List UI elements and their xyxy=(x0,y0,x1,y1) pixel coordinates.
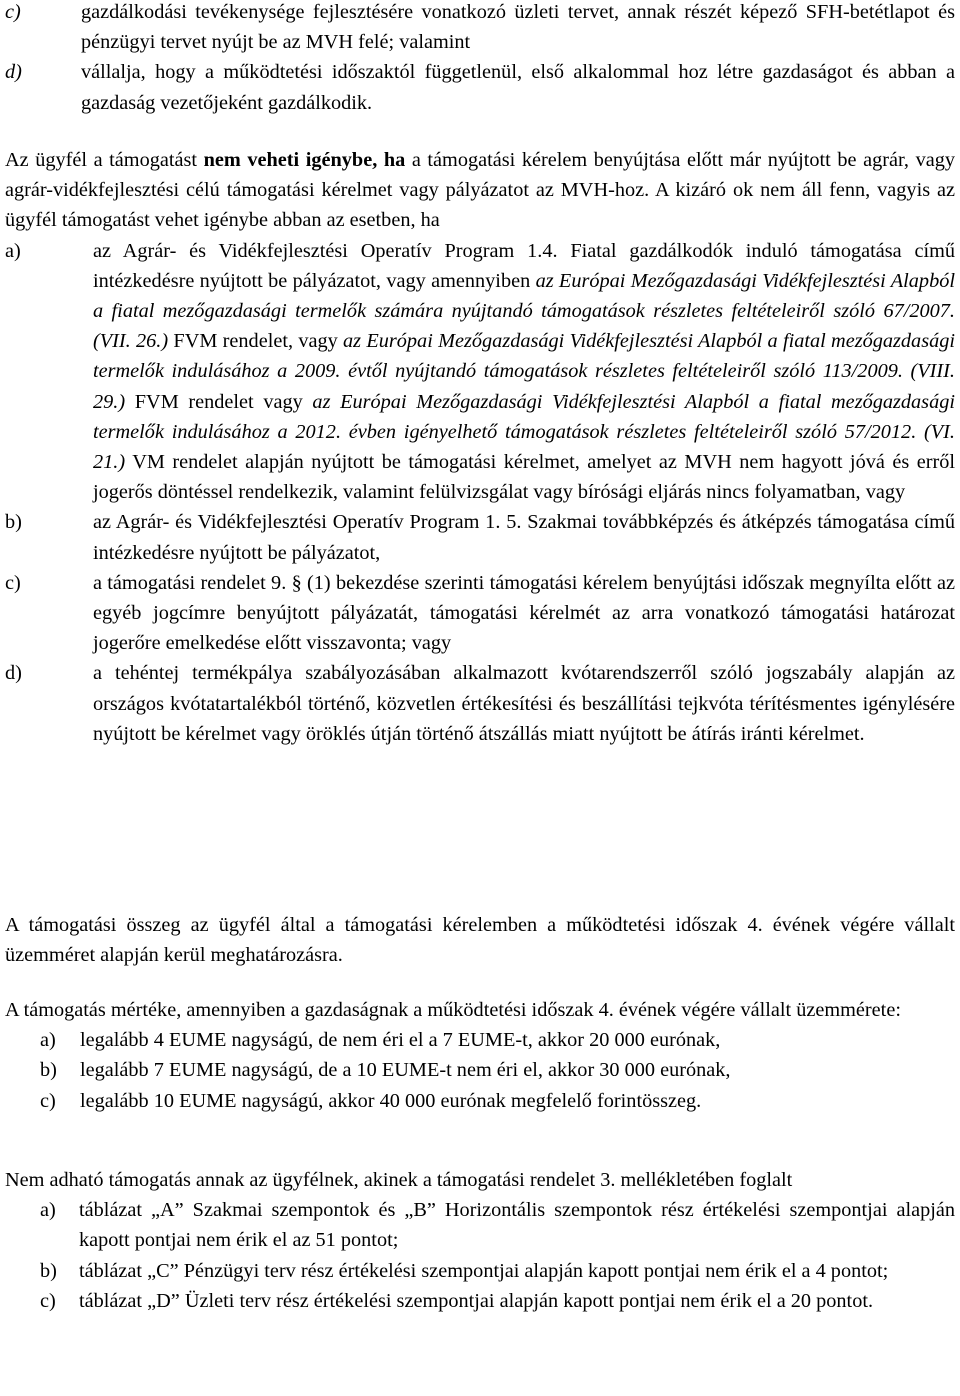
regulation-reference: az Európai Mezőgazdasági Vidékfejlesztési Alapból a fiatal mezőgazdasági termelők indulásához a 2012. évben igényelhető támogatások részletes feltételeiről szóló 57/2012. (VI. 21.) xyxy=(93,390,955,474)
list-item xyxy=(5,0,955,57)
list-item xyxy=(5,507,955,567)
list-text: táblázat „D” Üzleti terv rész értékelési szempontjai alapján kapott pontjai nem érik el a 20 pontot. xyxy=(79,1289,874,1312)
list-text: legalább 10 EUME nagyságú, akkor 40 000 eurónak megfelelő forintösszeg. xyxy=(80,1089,702,1112)
list-item xyxy=(40,1195,955,1255)
list-item xyxy=(5,658,955,749)
text-run: az Agrár- és Vidékfejlesztési Operatív Program 1.4. Fiatal gazdálkodók induló támogatása című intézkedésre nyújtott be pályázatot, vagy amennyiben xyxy=(93,239,955,292)
text-run: VM rendelet alapján nyújtott be támogatási kérelmet, amelyet az MVH nem hagyott jóvá és erről jogerős döntéssel rendelkezik, valamint felülvizsgálat vagy bírósági eljárás nincs folyamatban, vagy xyxy=(93,451,955,504)
list-text: gazdálkodási tevékenysége fejlesztésére vonatkozó üzleti tervet, annak részét képező SFH-betétlapot és pénzügyi tervet nyújt be az MVH felé; valamint xyxy=(81,1,955,54)
text-run: FVM rendelet vagy xyxy=(125,390,313,413)
text-run: a támogatási kérelem benyújtása előtt már nyújtott be agrár, vagy agrár-vidékfejlesztési célú támogatási kérelmet vagy pályázatot az MVH-hoz. A kizáró ok nem áll fenn, vagyis az ügyfél támogatást vehet igénybe abban az esetben, ha xyxy=(5,149,955,232)
list-label: a) xyxy=(40,1029,56,1052)
list-text: táblázat „C” Pénzügyi terv rész értékelési szempontjai alapján kapott pontjai nem érik el a 4 pontot; xyxy=(79,1259,889,1282)
list-label: b) xyxy=(40,1259,57,1282)
list-text: a támogatási rendelet 9. § (1) bekezdése szerinti támogatási kérelem benyújtási időszak megnyílta előtt az egyéb jogcímre benyújtott pályázatát, támogatási kérelmét az arra vonatkozó támogatási határozat jogerőre emelkedése előtt visszavonta; vagy xyxy=(93,571,955,655)
list-text: vállalja, hogy a működtetési időszaktól függetlenül, első alkalommal hoz létre gazdaságot és abban a gazdaság vezetőjeként gazdálkodik. xyxy=(81,61,955,114)
list-label: c) xyxy=(5,1,21,23)
list-item xyxy=(40,1055,955,1085)
paragraph-amount-basis: A támogatási összeg az ügyfél által a támogatási kérelemben a működtetési időszak 4. évének végére vállalt üzemméret alapján kerül meghatározásra. xyxy=(5,914,955,967)
bold-text: nem veheti igénybe, ha xyxy=(203,149,406,171)
amount-basis-section xyxy=(5,910,955,970)
list-label: b) xyxy=(40,1059,57,1082)
paragraph-score-intro: Nem adható támogatás annak az ügyfélnek, akinek a támogatási rendelet 3. mellékletében foglalt xyxy=(5,1169,793,1191)
paragraph-exclusion-intro xyxy=(5,145,955,236)
list-item xyxy=(5,236,955,508)
list-label: b) xyxy=(5,511,22,534)
list-item xyxy=(5,568,955,659)
list-label: c) xyxy=(5,571,21,594)
score-section xyxy=(5,1165,955,1316)
list-text: legalább 7 EUME nagyságú, de a 10 EUME-t nem éri el, akkor 30 000 eurónak, xyxy=(80,1059,731,1082)
list-label: c) xyxy=(40,1289,56,1312)
list-item xyxy=(5,57,955,117)
list-label: d) xyxy=(5,61,22,84)
list-label: c) xyxy=(40,1089,56,1112)
list-label: a) xyxy=(40,1199,56,1222)
list-text: a tehéntej termékpálya szabályozásában alkalmazott kvótarendszerről szóló jogszabály alapján az országos kvótatartalékból történő, közvetlen értékesítési és beszállítási tejkvóta térítésmentes igénylésére nyújtott be kérelmet vagy öröklés útján történő átszállás miatt nyújtott be átírás iránti kérelmet. xyxy=(93,662,955,745)
list-item xyxy=(40,1286,955,1316)
list-text: az Agrár- és Vidékfejlesztési Operatív Program 1. 5. Szakmai továbbképzés és átképzés támogatása című intézkedésre nyújtott be pályázatot, xyxy=(93,511,955,564)
list-label: a) xyxy=(5,239,21,262)
amount-section xyxy=(5,995,955,1116)
text-run: FVM rendelet, vagy xyxy=(168,330,344,353)
regulation-reference: az Európai Mezőgazdasági Vidékfejlesztési Alapból a fiatal mezőgazdasági termelők indulásához a 2009. évtől nyújtandó támogatások részletes feltételeiről szóló 113/2009. (VIII. 29.) xyxy=(93,330,956,413)
top-list xyxy=(5,0,955,118)
list-text xyxy=(93,236,955,508)
list-item xyxy=(40,1256,955,1286)
list-text: táblázat „A” Szakmai szempontok és „B” Horizontális szempontok rész értékelési szempontjai alapján kapott pontjai nem érik el az 51 pontot; xyxy=(79,1199,955,1252)
regulation-reference: az Európai Mezőgazdasági Vidékfejlesztési Alapból a fiatal mezőgazdasági termelők számára nyújtandó támogatások részletes feltételeiről szóló 67/2007. (VII. 26.) xyxy=(93,269,955,353)
paragraph-amount-intro: A támogatás mértéke, amennyiben a gazdaságnak a működtetési időszak 4. évének végére vállalt üzemmérete: xyxy=(5,999,901,1021)
list-text: legalább 4 EUME nagyságú, de nem éri el a 7 EUME-t, akkor 20 000 eurónak, xyxy=(80,1029,721,1052)
text-run: Az ügyfél a támogatást xyxy=(5,149,204,171)
list-item xyxy=(40,1086,955,1116)
exclusion-section xyxy=(5,145,955,749)
list-item xyxy=(40,1025,955,1055)
list-label: d) xyxy=(5,662,22,685)
